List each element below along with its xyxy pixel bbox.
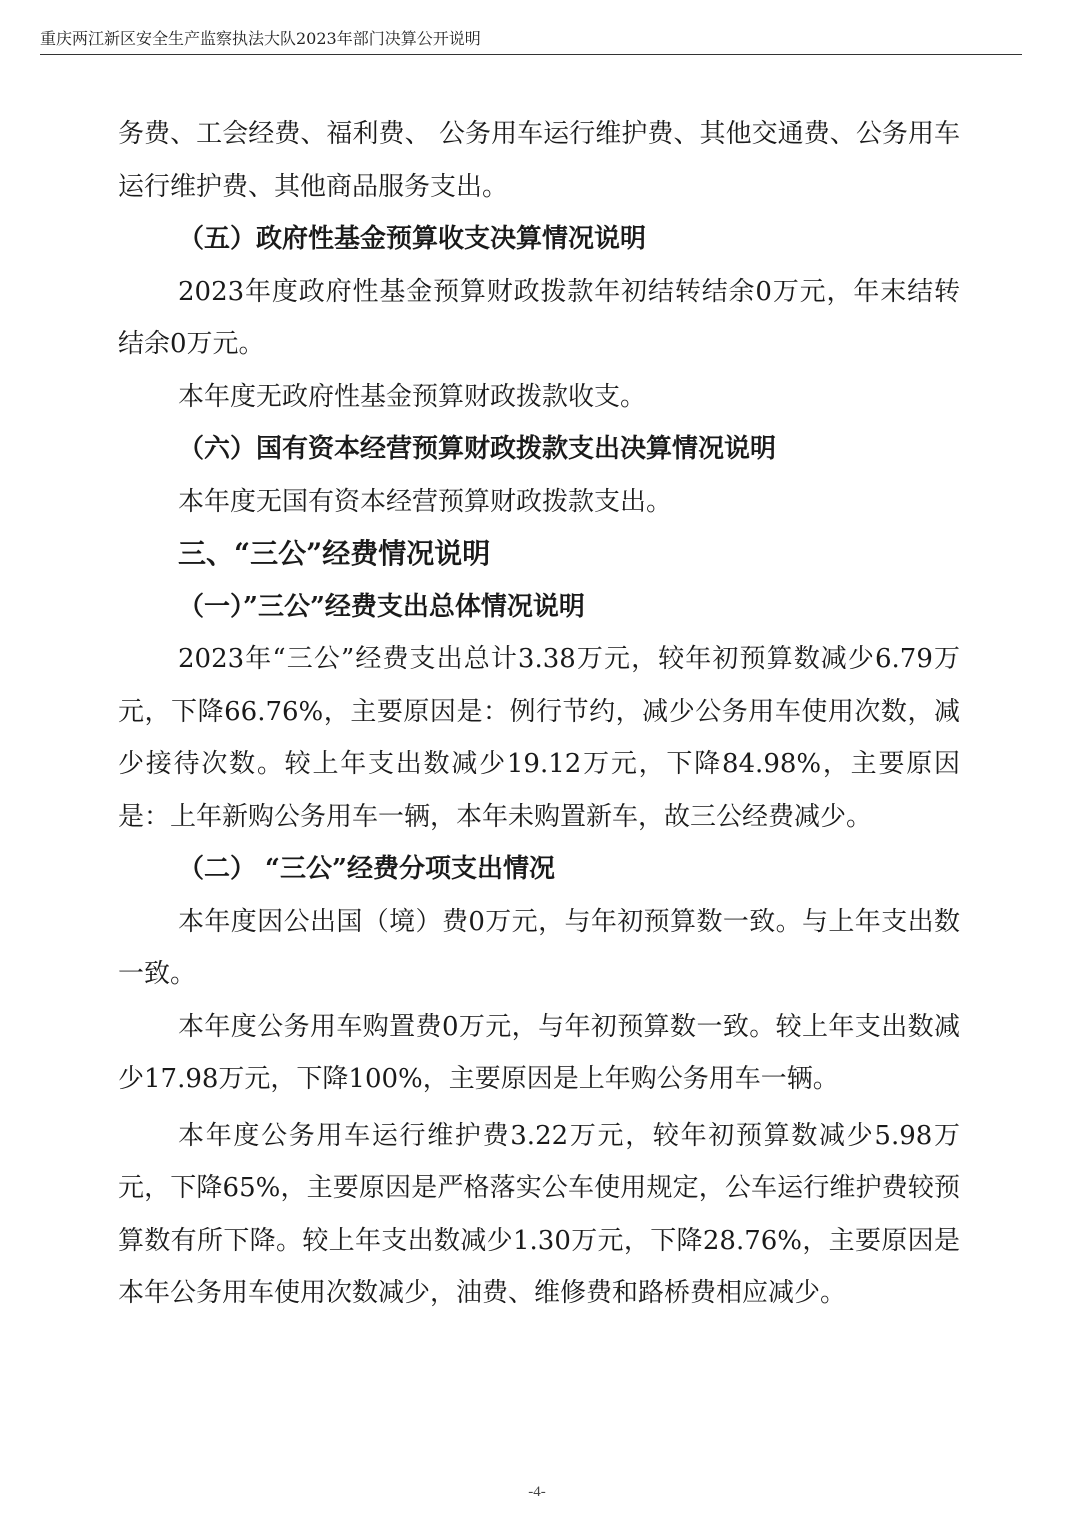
- paragraph-state-capital-none: 本年度无国有资本经营预算财政拨款支出。: [178, 486, 673, 517]
- heading-three-public-itemized: （二） “三公”经费分项支出情况: [178, 854, 555, 884]
- heading-state-capital: （六）国有资本经营预算财政拨款支出决算情况说明: [178, 434, 777, 464]
- paragraph-government-fund-balance: 2023年度政府性基金预算财政拨款年初结转结余0万元，年末结转结余0万元。: [118, 276, 960, 359]
- header-divider: [40, 54, 1022, 55]
- section-heading-three-public: 三、“三公”经费情况说明: [178, 537, 491, 570]
- paragraph-vehicle-maintenance: 本年度公务用车运行维护费3.22万元，较年初预算数减少5.98万元，下降65%，主要原因是严格落实公车使用规定，公车运行维护费较预算数有所下降。较上年支出数减少1.30万元，下降28.76%，主要原因是本年公务用车使用次数减少，油费、维修费和路桥费相应减少。: [118, 1120, 960, 1308]
- paragraph-overseas-travel: 本年度因公出国（境）费0万元，与年初预算数一致。与上年支出数一致。: [118, 906, 960, 989]
- document-header: 重庆两江新区安全生产监察执法大队2023年部门决算公开说明: [40, 29, 481, 48]
- paragraph-three-public-overall: 2023年“三公”经费支出总计3.38万元，较年初预算数减少6.79万元，下降66.76%，主要原因是：例行节约，减少公务用车使用次数，减少接待次数。较上年支出数减少19.12万元，下降84.98%，主要原因是：上年新购公务用车一辆，本年未购置新车，故三公经费减少。: [118, 644, 960, 832]
- paragraph-continued: 务费、工会经费、福利费、 公务用车运行维护费、其他交通费、公务用车运行维护费、其他商品服务支出。: [118, 119, 960, 202]
- paragraph-government-fund-none: 本年度无政府性基金预算财政拨款收支。: [178, 381, 647, 412]
- heading-government-fund: （五）政府性基金预算收支决算情况说明: [178, 224, 647, 254]
- page-number: -4-: [528, 1484, 546, 1500]
- document-body: [118, 108, 960, 1320]
- paragraph-vehicle-purchase: 本年度公务用车购置费0万元，与年初预算数一致。较上年支出数减少17.98万元，下降100%，主要原因是上年购公务用车一辆。: [118, 1011, 960, 1094]
- heading-three-public-overall: （一）”三公”经费支出总体情况说明: [178, 591, 585, 622]
